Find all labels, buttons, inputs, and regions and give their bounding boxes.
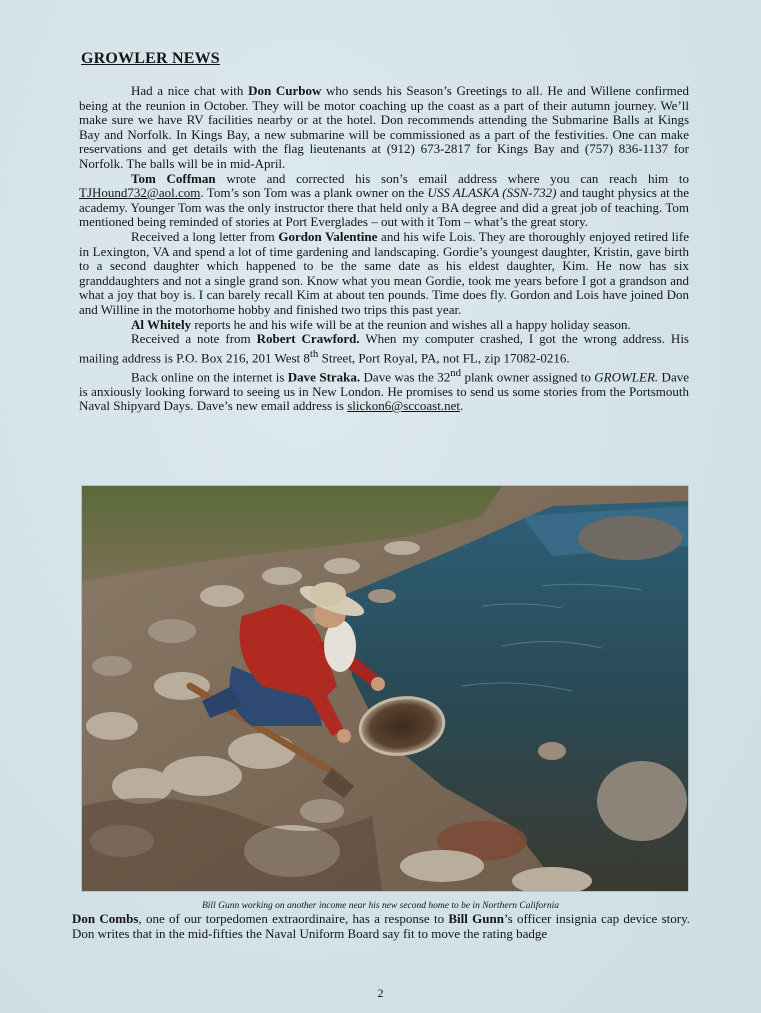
name-tom-coffman: Tom Coffman: [131, 170, 216, 186]
photo-caption: Bill Gunn working on another income near his new second home to be in Northern California: [201, 901, 559, 911]
name-bill-gunn: Bill Gunn: [448, 911, 504, 926]
name-gordon-valentine: Gordon Valentine: [278, 228, 378, 244]
page-number: 2: [377, 986, 384, 1000]
paragraph-gordon-valentine: Received a long letter from Gordon Valentine and his wife Lois. They are thoroughly enjoyed retired life in Lexington, VA and spend a lot of time gardening and landscaping. Gordie’s youngest daughter, Kristin, gave birth to a second daughter which happened to be the same date as his eldest daughter, Kim. He now has six granddaughters and not a single grand son. Know what you mean Gordie, took me years before I got a grandson and what a joy that boy is. I can barely recall Kim at about ten pounds. Time does fly. Gordon and Lois have joined Don and Willine in the motorhome hobby and finished two trips this past year.: [79, 228, 689, 317]
photo-gold-panning: [82, 486, 688, 891]
email-link-slickon6[interactable]: slickon6@sccoast.net: [347, 398, 460, 414]
ship-name: USS ALASKA (SSN-732): [427, 185, 557, 201]
paragraph-robert-crawford: Received a note from Robert Crawford. When my computer crashed, I got the wrong address. His mailing address is P.O. Box 216, 201 West 8th Street, Port Royal, PA, not FL, zip 17082-0216.: [79, 331, 689, 366]
email-link-tjhound[interactable]: TJHound732@aol.com: [79, 185, 201, 201]
name-robert-crawford: Robert Crawford.: [256, 331, 360, 347]
paragraph-don-combs: Don Combs, one of our torpedomen extraordinaire, has a response to Bill Gunn’s officer insignia cap device story. Don writes that in the mid-fifties the Naval Uniform Board say fit to move the rating badge: [72, 911, 691, 941]
news-body: [79, 84, 689, 414]
name-dave-straka: Dave Straka.: [287, 368, 361, 384]
name-don-combs: Don Combs: [72, 911, 139, 926]
name-al-whitely: Al Whitely: [131, 316, 192, 332]
section-heading: GROWLER NEWS: [81, 50, 220, 67]
paragraph-dave-straka: Back online on the internet is Dave Straka. Dave was the 32nd plank owner assigned to GROWLER. Dave is anxiously looking forward to seeing us in New London. He promises to send us some stories from the Portsmouth Naval Shipyard Days. Dave’s new email address is slickon6@sccoast.net.: [79, 366, 689, 414]
paragraph-al-whitely: Al Whitely reports he and his wife will be at the reunion and wishes all a happy holiday season.: [131, 316, 631, 332]
paragraph-don-curbow: Had a nice chat with Don Curbow who sends his Season’s Greetings to all. He and Willene confirmed being at the reunion in October. They will be motor coaching up the coast as a part of their autumn journey. We’ll make sure we have RV facilities nearby or at the hotel. Don recommends attending the Submarine Balls at Kings Bay and Norfolk. In Kings Bay, a new submarine will be commissioned as a part of the festivities. One can make reservations and get details with the flag lieutenants at (912) 673-2817 for Kings Bay and (757) 836-1137 for Norfolk. The balls will be in mid-April.: [79, 83, 690, 171]
boat-name: GROWLER.: [594, 368, 659, 384]
name-don-curbow: Don Curbow: [248, 83, 322, 98]
paragraph-tom-coffman: Tom Coffman wrote and corrected his son’s email address where you can reach him to TJHound732@aol.com. Tom’s son Tom was a plank owner on the USS ALASKA (SSN-732) and taught physics at the academy. Younger Tom was the only instructor there that held only a BA degree and did a great job of teaching. Tom mentioned being reminded of stories at Port Everglades – out with it Tom – what’s the great story.: [79, 170, 689, 230]
